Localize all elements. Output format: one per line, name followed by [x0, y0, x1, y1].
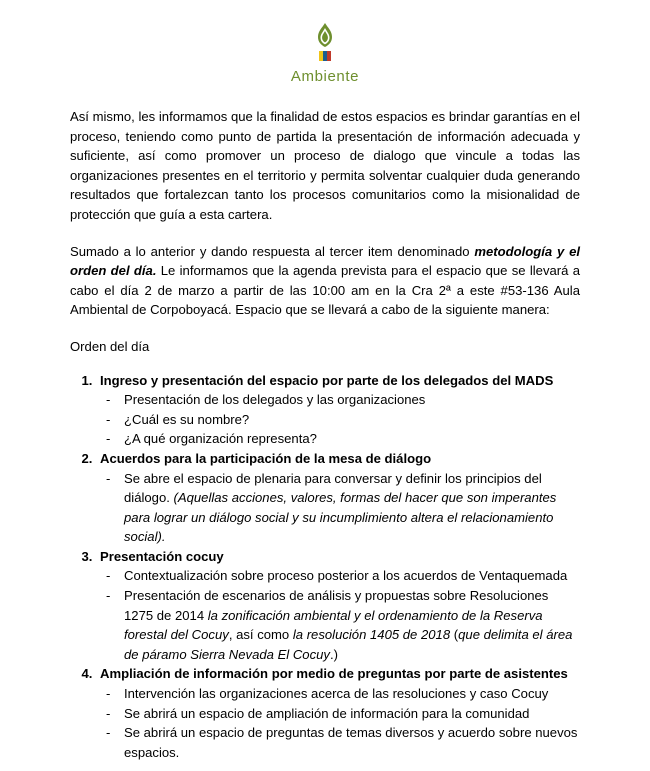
paragraph-2-emphasis: metodología y el orden del día. [70, 243, 580, 279]
list-item: - Se abrirá un espacio de ampliación de información para la comunidad [100, 704, 580, 724]
agenda-sublist [100, 390, 580, 449]
list-item: - Presentación de los delegados y las organizaciones [100, 390, 580, 410]
agenda-item-title: 2. Acuerdos para la participación de la mesa de diálogo [100, 450, 432, 466]
agenda-item [96, 547, 580, 665]
paragraph-2 [70, 242, 580, 320]
list-item: - Contextualización sobre proceso posterior a los acuerdos de Ventaquemada [100, 566, 580, 586]
agenda-item-title: 3. Presentación cocuy [100, 548, 224, 564]
paragraph-1: Así mismo, les informamos que la finalidad de estos espacios es brindar garantías en el proceso, teniendo como punto de partida la presentación de información adecuada y suficiente, así como promover un proceso de dialogo que vincule a todas las organizaciones presentes en el territorio y permita solventar cualquier duda generando resultados que fortalezcan tanto los procesos comunitarios como la misionalidad de protección que guía a esta cartera. [70, 109, 580, 222]
agenda-sublist [100, 684, 580, 762]
list-item [100, 469, 580, 547]
list-item [100, 586, 580, 664]
agenda-list [70, 371, 580, 763]
list-item: - Intervención las organizaciones acerca de las resoluciones y caso Cocuy [100, 684, 580, 704]
agenda-item [96, 371, 580, 449]
agenda-item-title: 1. Ingreso y presentación del espacio por parte de los delegados del MADS [100, 372, 554, 388]
list-item-text-italic-3: que delimita el área de páramo Sierra Nevada El Cocuy [124, 627, 573, 662]
document-header [0, 0, 650, 85]
list-item: - ¿A qué organización representa? [100, 429, 580, 449]
colombia-ambiente-logo-icon [310, 22, 340, 66]
list-item-text-3: ( [453, 627, 459, 643]
list-item-text-4: .) [329, 646, 338, 662]
paragraph-2-part1: Sumado a lo anterior y dando respuesta al tercer item denominado [70, 243, 475, 259]
agenda-sublist [100, 566, 580, 664]
paragraph-2-part2: Le informamos que la agenda prevista para el espacio que se llevará a cabo el día 2 de marzo a partir de las 10:00 am en la Cra 2ª a este #53-136 Aula Ambiental de Corpoboyacá. Espacio que se llevará a cabo de la siguiente manera: [70, 263, 581, 318]
agenda-item [96, 664, 580, 762]
list-item-text-2: , así como [228, 627, 293, 643]
document-body [0, 107, 650, 762]
agenda-title: Orden del día [70, 338, 150, 354]
list-item: - ¿Cuál es su nombre? [100, 410, 580, 430]
agenda-item-title: 4. Ampliación de información por medio de preguntas por parte de asistentes [100, 666, 568, 682]
agenda-item [96, 449, 580, 547]
list-item-text-italic: (Aquellas acciones, valores, formas del hacer que son imperantes para lograr un diálogo social y su incumplimiento altera el relacionamiento social). [124, 490, 557, 545]
logo-wordmark: Ambiente [290, 68, 360, 85]
list-item-text: Presentación de escenarios de análisis y propuestas sobre Resoluciones 1275 de 2014 [124, 588, 549, 623]
list-item-text-italic-2: la resolución 1405 de 2018 [292, 627, 454, 643]
list-item-text: Se abre el espacio de plenaria para conversar y definir los principios del diálogo. [124, 470, 542, 506]
agenda-sublist [100, 469, 580, 547]
list-item-text-italic: la zonificación ambiental y el ordenamiento de la Reserva forestal del Cocuy [124, 607, 543, 643]
list-item: - Se abrirá un espacio de preguntas de temas diversos y acuerdo sobre nuevos espacios. [100, 723, 580, 762]
